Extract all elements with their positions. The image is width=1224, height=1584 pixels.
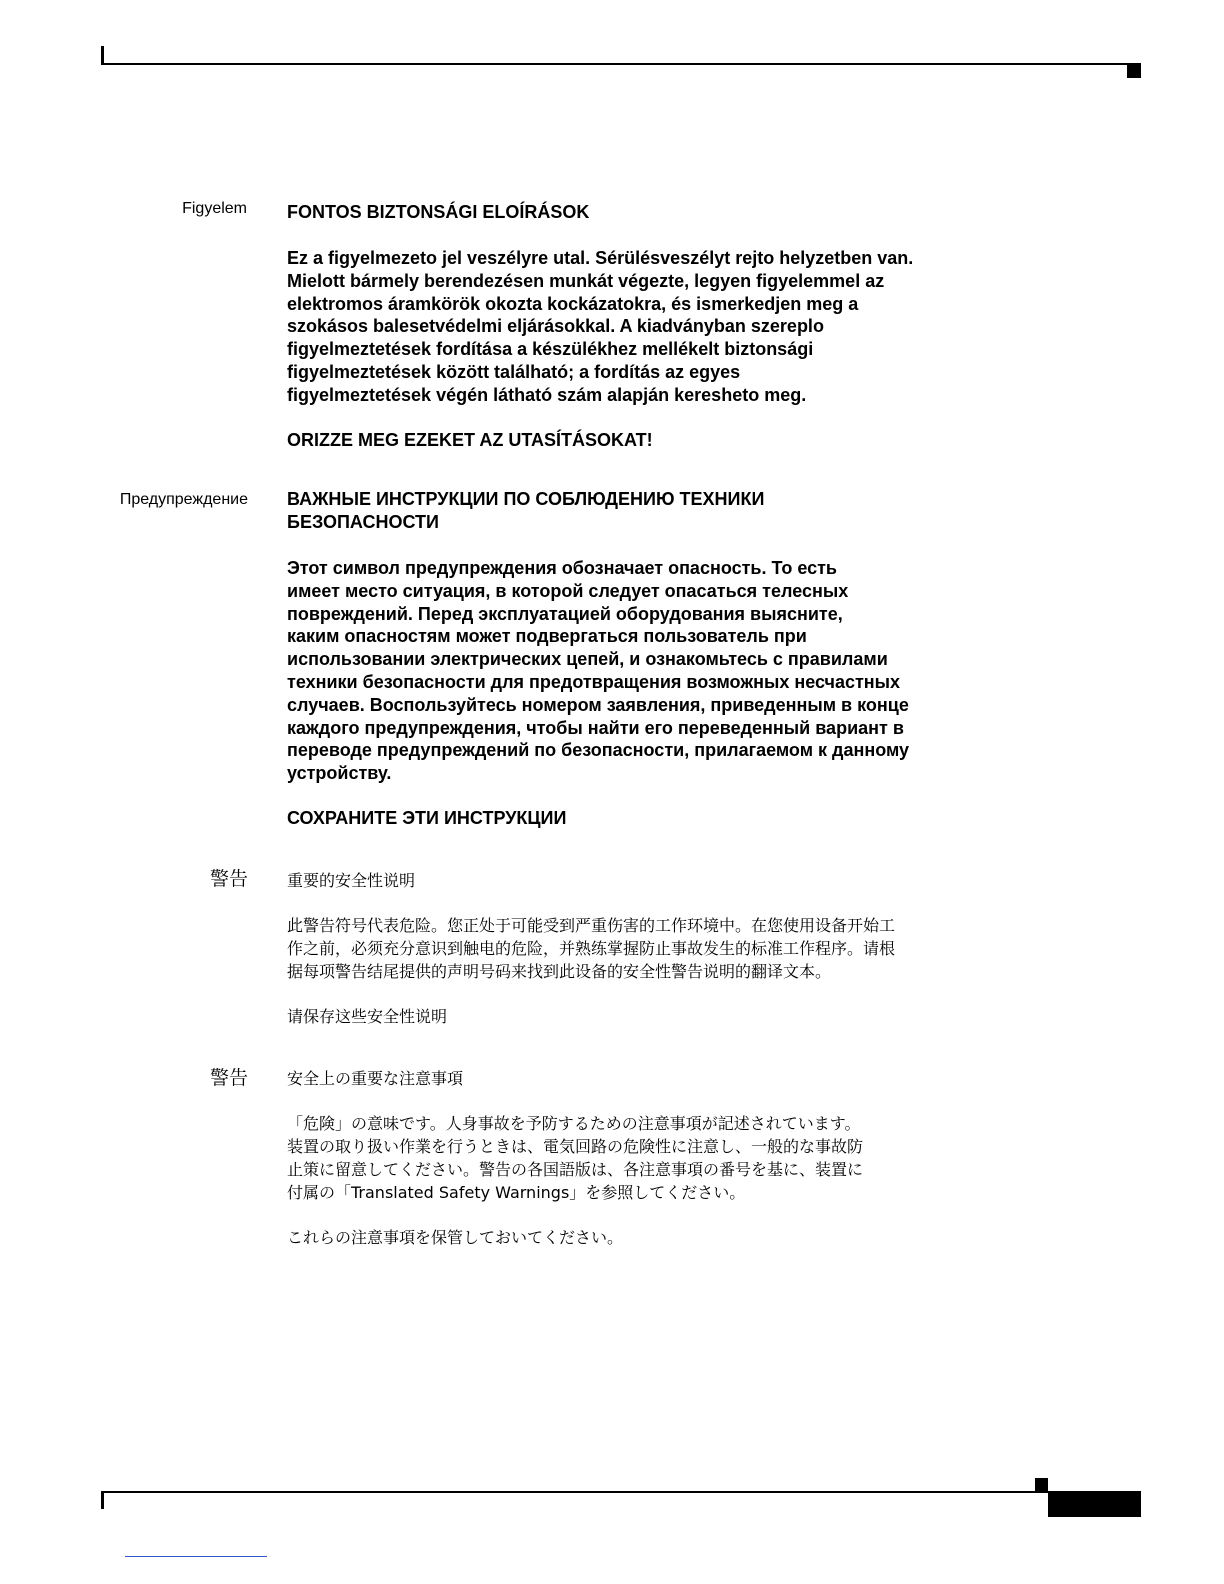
footer-link-underline[interactable]	[125, 1556, 267, 1557]
section-title: FONTOS BIZTONSÁGI ELOÍRÁSOK	[287, 202, 590, 222]
body-line: каким опасностям может подвергаться пользователь при	[287, 626, 807, 647]
footer-rule	[101, 1491, 1141, 1493]
body-line: 据每项警告结尾提供的声明号码来找到此设备的安全性警告说明的翻译文本。	[287, 962, 832, 981]
footer-left-tick	[101, 1491, 104, 1509]
label-warning-japanese: 警告	[209, 1068, 248, 1089]
section-chinese	[287, 869, 947, 1028]
section-title-line: БЕЗОПАСНОСТИ	[287, 512, 439, 532]
section-title: 重要的安全性说明	[287, 871, 416, 890]
body-line: устройству.	[287, 763, 392, 784]
body-line: figyelmeztetések között található; a fordítás az egyes	[287, 361, 741, 382]
header-rule	[101, 63, 1141, 65]
body-line: Этот символ предупреждения обозначает опасность. То есть	[287, 558, 838, 578]
body-line: Mielott bármely berendezésen munkát végezte, legyen figyelemmel az	[287, 270, 885, 291]
body-line: 「危険」の意味です。人身事故を予防するための注意事項が記述されています。	[287, 1114, 861, 1133]
body-line: каждого предупреждения, чтобы найти его переведенный вариант в	[287, 717, 904, 738]
body-line: повреждений. Перед эксплуатацией оборудования выясните,	[287, 603, 843, 624]
body-line: переводе предупреждений по безопасности, прилагаемом к данному	[287, 740, 910, 761]
body-line: szokásos balesetvédelmi eljárásokkal. A kiadványban szereplo	[287, 316, 824, 337]
label-preduprezhdenie: Предупреждение	[119, 491, 248, 508]
section-title: 安全上の重要な注意事項	[287, 1069, 464, 1088]
section-russian	[287, 488, 947, 830]
body-line: использовании электрических цепей, и ознакомьтесь с правилами	[287, 649, 888, 670]
body-line: elektromos áramkörök okozta kockázatokra, és ismerkedjen meg a	[287, 293, 859, 314]
body-line: 装置の取り扱い作業を行うときは、電気回路の危険性に注意し、一般的な事故防	[287, 1137, 864, 1156]
section-body	[287, 247, 947, 407]
body-line: имеет место ситуация, в которой следует опасаться телесных	[287, 580, 849, 601]
label-warning-chinese: 警告	[209, 869, 248, 890]
footer-page-tab	[1048, 1493, 1141, 1517]
section-body	[287, 557, 947, 785]
body-line: 止策に留意してください。警告の各国語版は、各注意事項の番号を基に、装置に	[287, 1160, 864, 1179]
section-closing: これらの注意事項を保管しておいてください。	[287, 1228, 624, 1247]
section-closing: СОХРАНИТЕ ЭТИ ИНСТРУКЦИИ	[287, 807, 567, 828]
footer-small-square	[1035, 1478, 1048, 1491]
section-title-line: ВАЖНЫЕ ИНСТРУКЦИИ ПО СОБЛЮДЕНИЮ ТЕХНИКИ	[287, 489, 765, 509]
section-japanese	[287, 1067, 947, 1249]
header-left-tick	[101, 46, 104, 65]
section-body	[287, 1112, 947, 1204]
section-closing: 请保存这些安全性说明	[287, 1007, 448, 1026]
body-line: 付属の「Translated Safety Warnings」を参照してください。	[287, 1183, 746, 1202]
section-body	[287, 914, 947, 983]
body-line: 作之前，必须充分意识到触电的危险，并熟练掌握防止事故发生的标准工作程序。请根	[287, 939, 896, 958]
section-hungarian	[287, 201, 947, 452]
header-corner-square	[1127, 65, 1141, 78]
body-line: figyelmeztetések végén látható szám alapján keresheto meg.	[287, 384, 807, 405]
body-line: случаев. Воспользуйтесь номером заявления, приведенным в конце	[287, 694, 909, 715]
section-closing: ORIZZE MEG EZEKET AZ UTASÍTÁSOKAT!	[287, 429, 653, 450]
label-figyelem: Figyelem	[182, 200, 247, 217]
body-line: figyelmeztetések fordítása a készülékhez mellékelt biztonsági	[287, 339, 814, 360]
body-line: техники безопасности для предотвращения возможных несчастных	[287, 671, 901, 692]
body-line: Ez a figyelmezeto jel veszélyre utal. Sérülésveszélyt rejto helyzetben van.	[287, 248, 914, 268]
body-line: 此警告符号代表危险。您正处于可能受到严重伤害的工作环境中。在您使用设备开始工	[287, 916, 896, 935]
